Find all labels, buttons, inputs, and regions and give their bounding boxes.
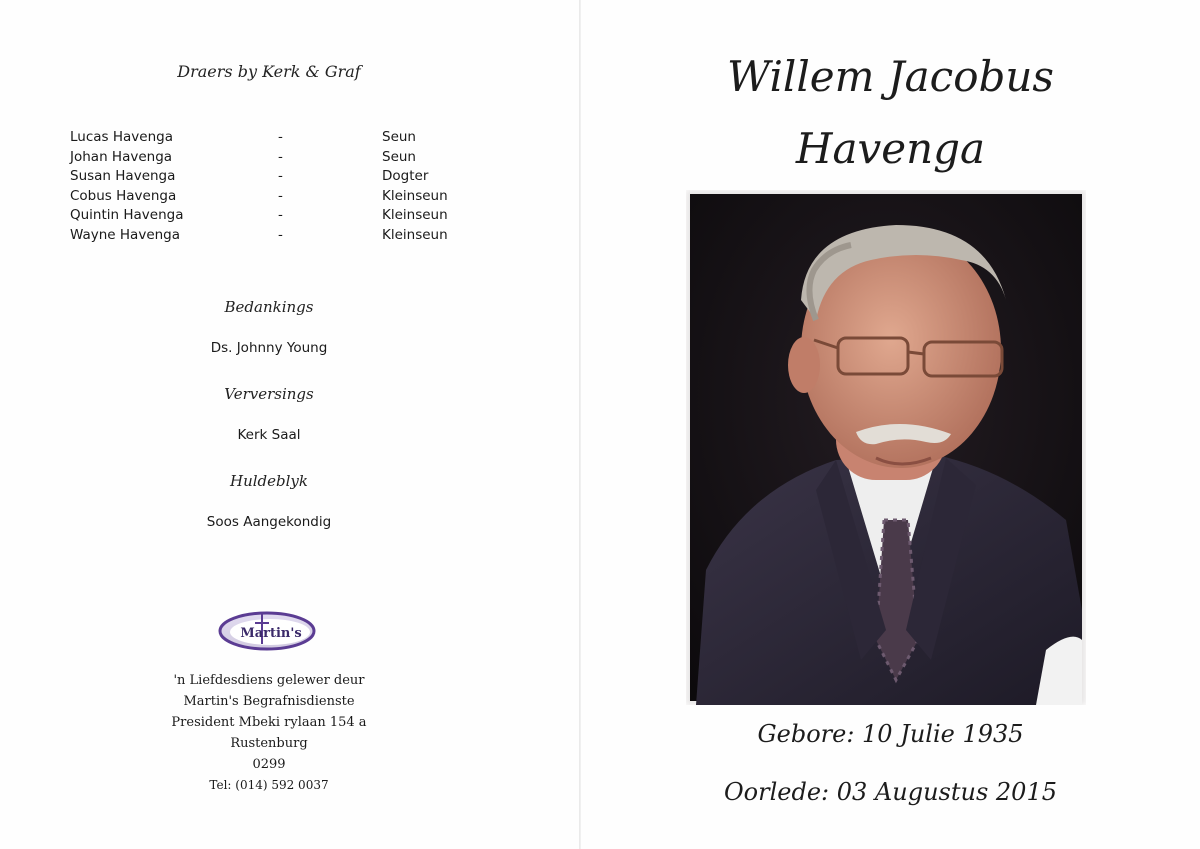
tribute-heading: Huldeblyk bbox=[230, 472, 308, 490]
pallbearer-name: Quintin Havenga bbox=[70, 207, 184, 223]
thanks-value: Ds. Johnny Young bbox=[210, 340, 328, 356]
pallbearer-relation: Kleinseun bbox=[382, 187, 448, 204]
name-line-1: Willem Jacobus bbox=[727, 52, 1054, 101]
pallbearer-dash: - bbox=[278, 129, 283, 145]
service-block bbox=[0, 670, 538, 796]
pallbearer-name: Cobus Havenga bbox=[70, 187, 177, 204]
pallbearer-dash: - bbox=[278, 226, 283, 243]
pallbearer-name: Lucas Havenga bbox=[70, 129, 173, 145]
birth-date: Gebore: 10 Julie 1935 bbox=[757, 720, 1024, 748]
pallbearer-row bbox=[70, 227, 490, 247]
pallbearers-heading: Draers by Kerk & Graf bbox=[177, 62, 361, 81]
service-line-5: 0299 bbox=[252, 757, 286, 772]
refreshments-value: Kerk Saal bbox=[237, 427, 301, 443]
pallbearer-relation: Kleinseun bbox=[382, 226, 448, 243]
pallbearer-row bbox=[70, 168, 490, 188]
funeral-home-logo bbox=[218, 610, 316, 652]
service-phone: Tel: (014) 592 0037 bbox=[209, 778, 329, 792]
thanks-heading: Bedankings bbox=[224, 298, 314, 316]
death-date: Oorlede: 03 Augustus 2015 bbox=[724, 778, 1057, 806]
service-line-1: 'n Liefdesdiens gelewer deur bbox=[173, 673, 365, 688]
tribute-value: Soos Aangekondig bbox=[206, 514, 332, 530]
pallbearer-dash: - bbox=[278, 168, 283, 184]
pallbearer-dash: - bbox=[278, 207, 283, 223]
service-line-2: Martin's Begrafnisdienste bbox=[183, 694, 355, 709]
pallbearer-name: Johan Havenga bbox=[70, 148, 173, 165]
pallbearer-row bbox=[70, 149, 490, 169]
pallbearer-name: Susan Havenga bbox=[70, 168, 176, 184]
pallbearers-list bbox=[70, 129, 490, 246]
name-line-2: Havenga bbox=[795, 124, 986, 173]
service-line-4: Rustenburg bbox=[230, 736, 308, 751]
portrait-illustration bbox=[686, 190, 1086, 705]
pallbearer-row bbox=[70, 188, 490, 208]
refreshments-heading: Verversings bbox=[224, 385, 314, 403]
pallbearer-relation: Dogter bbox=[382, 168, 429, 184]
portrait-photo bbox=[686, 190, 1086, 705]
pallbearer-name: Wayne Havenga bbox=[70, 226, 181, 243]
pallbearer-relation: Seun bbox=[382, 148, 416, 165]
logo-text: Martin's bbox=[240, 626, 302, 641]
pallbearer-dash: - bbox=[278, 148, 283, 165]
pallbearer-relation: Kleinseun bbox=[382, 207, 448, 223]
pallbearer-row bbox=[70, 129, 490, 149]
service-line-3: President Mbeki rylaan 154 a bbox=[171, 715, 367, 730]
pallbearer-relation: Seun bbox=[382, 129, 416, 145]
pallbearer-dash: - bbox=[278, 187, 283, 204]
pallbearer-row bbox=[70, 207, 490, 227]
